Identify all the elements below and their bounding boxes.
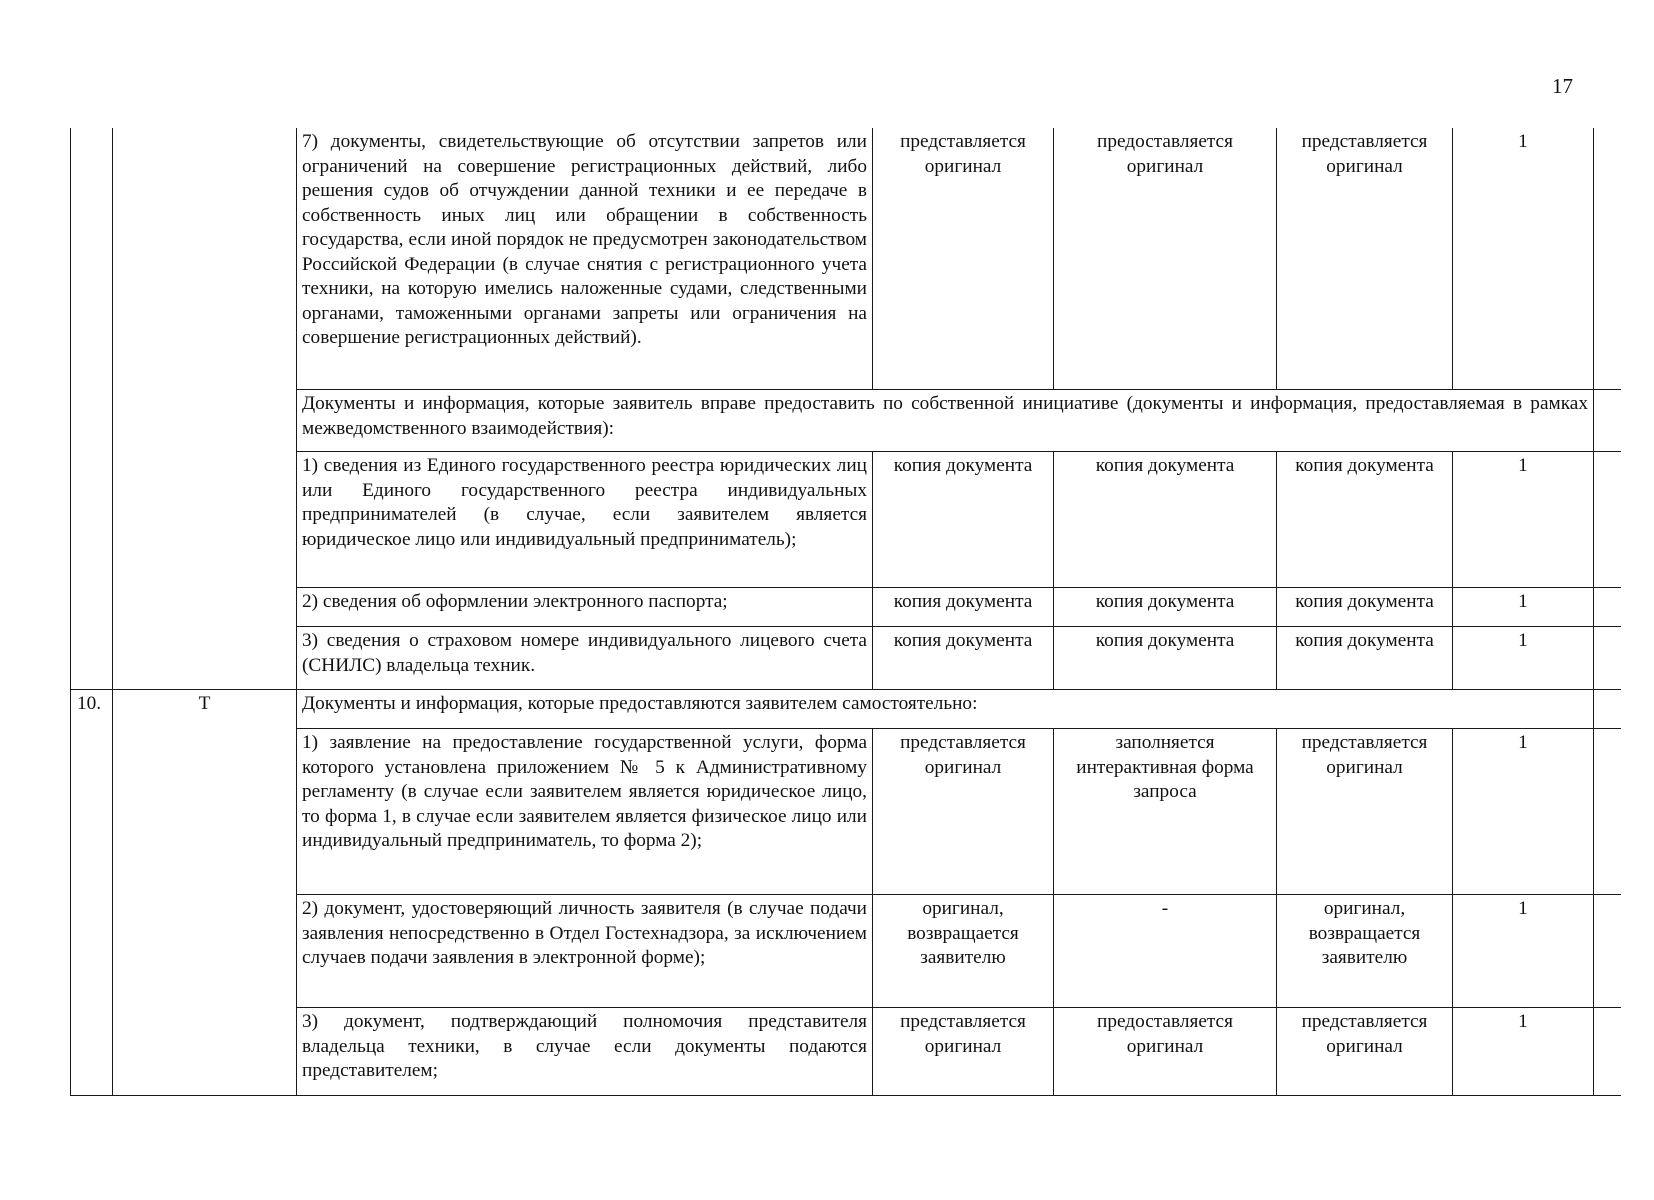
submission-form-cell: копия документа: [873, 627, 1054, 690]
mfc-form-cell: копия документа: [1277, 588, 1453, 627]
mfc-form-cell: оригинал, возвращается заявителю: [1277, 895, 1453, 1008]
table-row: [71, 627, 1621, 690]
documents-table: [70, 128, 1621, 1096]
trailing-cell: [1594, 452, 1621, 588]
row-label-cell: [113, 128, 297, 690]
trailing-cell: [1594, 895, 1621, 1008]
trailing-cell: [1594, 128, 1621, 390]
table-row: [71, 452, 1621, 588]
trailing-cell: [1594, 390, 1621, 452]
document-count: 1: [1453, 128, 1594, 390]
table-row: [71, 729, 1621, 895]
document-count: 1: [1453, 1008, 1594, 1096]
section-header: Документы и информация, которые предоставляются заявителем самостоятельно:: [297, 690, 1594, 729]
document-count: 1: [1453, 627, 1594, 690]
submission-form-cell: оригинал, возвращается заявителю: [873, 895, 1054, 1008]
electronic-form-cell: копия документа: [1054, 452, 1277, 588]
document-count: 1: [1453, 895, 1594, 1008]
mfc-form-cell: представляется оригинал: [1277, 128, 1453, 390]
table-row: [71, 895, 1621, 1008]
document-count: 1: [1453, 588, 1594, 627]
trailing-cell: [1594, 690, 1621, 729]
mfc-form-cell: копия документа: [1277, 627, 1453, 690]
document-description: 1) сведения из Единого государственного реестра юридических лиц или Единого государственного реестра индивидуальных предпринимателей (в случае, если заявителем является юридическое лицо или индивидуальный предприниматель);: [297, 452, 873, 588]
trailing-cell: [1594, 729, 1621, 895]
table-row: [71, 390, 1621, 452]
document-description: 7) документы, свидетельствующие об отсутствии запретов или ограничений на совершение регистрационных действий, либо решения судов об отчуждении данной техники и ее передаче в собственность иных лиц или обращении в собственность государства, если иной порядок не предусмотрен законодательством Российской Федерации (в случае снятия с регистрационного учета техники, на которую имелись наложенные судами, следственными органами, таможенными органами запреты или ограничения на совершение регистрационных действий).: [297, 128, 873, 390]
submission-form-cell: представляется оригинал: [873, 128, 1054, 390]
mfc-form-cell: копия документа: [1277, 452, 1453, 588]
table-row: [71, 1008, 1621, 1096]
document-description: 2) сведения об оформлении электронного паспорта;: [297, 588, 873, 627]
page-number: 17: [1552, 74, 1573, 98]
table-row: [71, 128, 1621, 390]
mfc-form-cell: представляется оригинал: [1277, 1008, 1453, 1096]
row-label-cell: Т: [113, 690, 297, 1096]
submission-form-cell: копия документа: [873, 452, 1054, 588]
row-number-cell: 10.: [71, 690, 113, 1096]
table-row: [71, 588, 1621, 627]
submission-form-cell: представляется оригинал: [873, 729, 1054, 895]
row-number-cell: [71, 128, 113, 690]
electronic-form-cell: копия документа: [1054, 627, 1277, 690]
mfc-form-cell: представляется оригинал: [1277, 729, 1453, 895]
document-description: 2) документ, удостоверяющий личность заявителя (в случае подачи заявления непосредственно в Отдел Гостехнадзора, за исключением случаев подачи заявления в электронной форме);: [297, 895, 873, 1008]
electronic-form-cell: предоставляется оригинал: [1054, 128, 1277, 390]
document-description: 3) документ, подтверждающий полномочия представителя владельца техники, в случае если документы подаются представителем;: [297, 1008, 873, 1096]
document-count: 1: [1453, 452, 1594, 588]
document-count: 1: [1453, 729, 1594, 895]
electronic-form-cell: заполняется интерактивная форма запроса: [1054, 729, 1277, 895]
section-header: Документы и информация, которые заявитель вправе предоставить по собственной инициативе (документы и информация, предоставляемая в рамках межведомственного взаимодействия):: [297, 390, 1594, 452]
submission-form-cell: представляется оригинал: [873, 1008, 1054, 1096]
trailing-cell: [1594, 588, 1621, 627]
document-description: 3) сведения о страховом номере индивидуального лицевого счета (СНИЛС) владельца техник.: [297, 627, 873, 690]
trailing-cell: [1594, 627, 1621, 690]
submission-form-cell: копия документа: [873, 588, 1054, 627]
table-row: [71, 690, 1621, 729]
electronic-form-cell: предоставляется оригинал: [1054, 1008, 1277, 1096]
electronic-form-cell: -: [1054, 895, 1277, 1008]
trailing-cell: [1594, 1008, 1621, 1096]
electronic-form-cell: копия документа: [1054, 588, 1277, 627]
document-description: 1) заявление на предоставление государственной услуги, форма которого установлена приложением № 5 к Административному регламенту (в случае если заявителем является юридическое лицо, то форма 1, в случае если заявителем является физическое лицо или индивидуальный предприниматель, то форма 2);: [297, 729, 873, 895]
